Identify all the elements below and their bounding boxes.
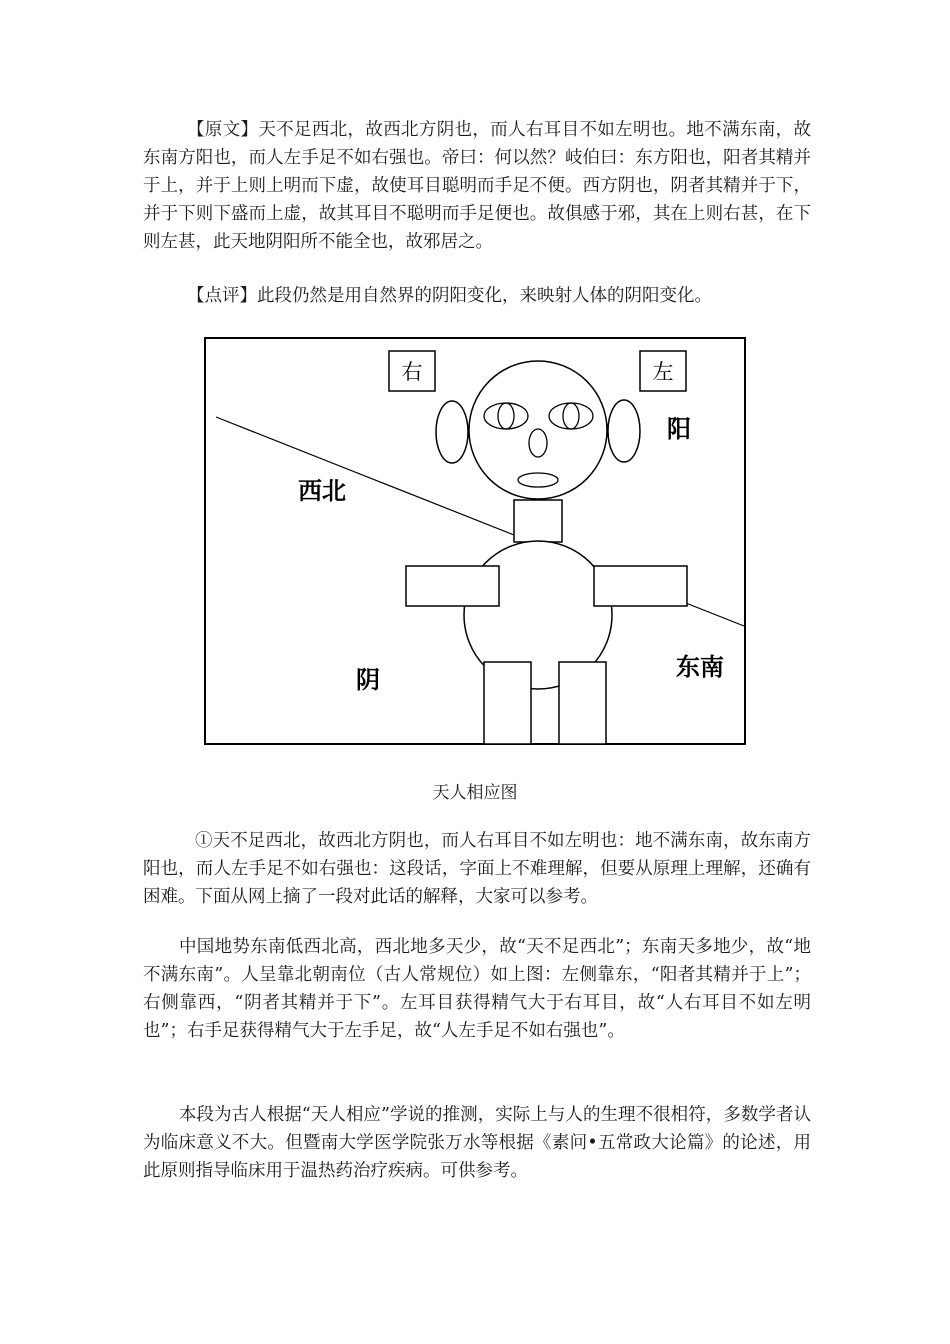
left-ear — [608, 400, 640, 462]
note-paragraph-1: ①天不足西北，故西北方阴也，而人右耳目不如左明也：地不满东南，故东南方阳也，而人左手足不如右强也：这段话，字面上不难理解，但要从原理上理解，还确有困难。下面从网上摘了一段对此话的解释，大家可以参考。 — [143, 831, 811, 907]
right-ear — [436, 401, 468, 463]
tian-ren-figure — [204, 337, 746, 745]
figure-caption: 天人相应图 — [432, 783, 518, 803]
southeast-label: 东南 — [676, 653, 724, 681]
figure-frame — [205, 338, 745, 744]
northwest-label: 西北 — [298, 477, 346, 505]
note-paragraph-3: 本段为古人根据“天人相应”学说的推测，实际上与人的生理不很相符，多数学者认为临床意义不大。但暨南大学医学院张万水等根据《素问•五常政大论篇》的论述，用此原则指导临床用于温热药治疗疾病。可供参考。 — [143, 1105, 811, 1181]
right-leg — [484, 662, 531, 744]
left-label: 左 — [652, 360, 674, 384]
neck — [514, 500, 562, 542]
left-arm — [594, 566, 687, 606]
yang-label: 阳 — [667, 415, 691, 443]
note-paragraph-2: 中国地势东南低西北高，西北地多天少，故“天不足西北”；东南天多地少，故“地不满东南”。人呈靠北朝南位（古人常规位）如上图：左侧靠东，“阳者其精并于上”；右侧靠西，“阴者其精并于下”。左耳目获得精气大于右耳目，故“人右耳目不如左明也”；右手足获得精气大于左手足，故“人左手足不如右强也”。 — [143, 937, 811, 1041]
right-arm — [406, 566, 499, 606]
figure-drawing — [204, 337, 746, 745]
comment-paragraph: 【点评】此段仍然是用自然界的阴阳变化，来映射人体的阴阳变化。 — [187, 286, 712, 306]
left-leg — [559, 662, 606, 744]
head — [469, 361, 607, 499]
original-text-paragraph: 【原文】天不足西北，故西北方阴也，而人右耳目不如左明也。地不满东南，故东南方阳也，而人左手足不如右强也。帝曰：何以然？岐伯曰：东方阳也，阳者其精并于上，并于上则上明而下虚，故使耳目聪明而手足不便。西方阴也，阴者其精并于下，并于下则下盛而上虚，故其耳目不聪明而手足便也。故俱感于邪，其在上则右甚，在下则左甚，此天地阴阳所不能全也，故邪居之。 — [143, 120, 811, 252]
yin-label: 阴 — [356, 666, 380, 694]
right-label: 右 — [401, 360, 423, 384]
